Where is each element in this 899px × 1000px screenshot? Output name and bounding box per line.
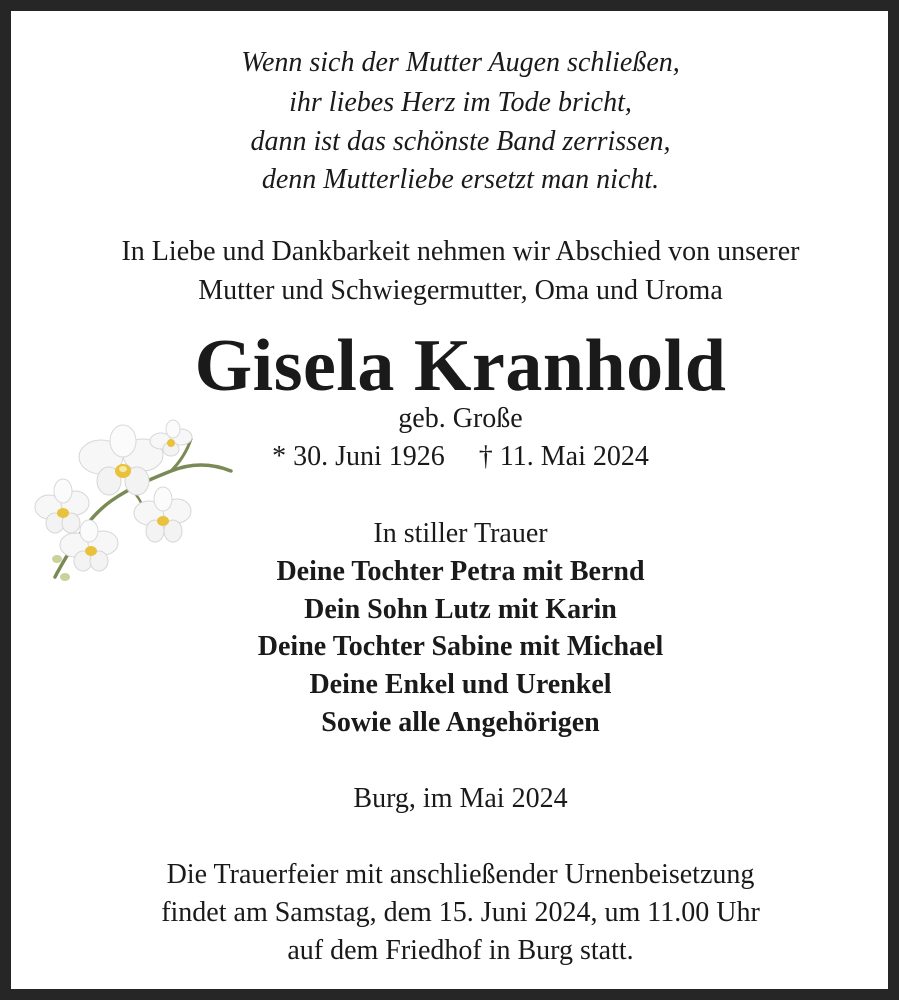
funeral-line-2: findet am Samstag, dem 15. Juni 2024, um 11.00 Uhr (161, 897, 760, 928)
verse-line-3: dann ist das schönste Band zerrissen, (250, 126, 671, 157)
mourners-heading: In stiller Trauer (373, 518, 548, 549)
verse-line-1: Wenn sich der Mutter Augen schließen, (241, 47, 680, 78)
place-date: Burg, im Mai 2024 (353, 783, 568, 814)
funeral-line-1: Die Trauerfeier mit anschließender Urnenbeisetzung (166, 859, 755, 890)
mourner-1: Deine Tochter Petra mit Bernd (276, 556, 645, 587)
birth-date: * 30. Juni 1926 (272, 441, 445, 472)
verse-line-4: denn Mutterliebe ersetzt man nicht. (261, 164, 660, 195)
death-date: † 11. Mai 2024 (478, 441, 649, 472)
verse-line-2: ihr liebes Herz im Tode bricht, (289, 87, 632, 118)
mourner-5: Sowie alle Angehörigen (321, 707, 600, 738)
mourner-2: Dein Sohn Lutz mit Karin (304, 594, 617, 625)
funeral-line-3: auf dem Friedhof in Burg statt. (287, 935, 634, 966)
intro-line-2: Mutter und Schwiegermutter, Oma und Uroma (198, 275, 723, 306)
maiden-name: geb. Große (398, 403, 523, 434)
mourner-4: Deine Enkel und Urenkel (309, 669, 612, 700)
intro-line-1: In Liebe und Dankbarkeit nehmen wir Abschied von unserer (121, 236, 800, 267)
mourner-3: Deine Tochter Sabine mit Michael (257, 631, 664, 662)
deceased-name: Gisela Kranhold (194, 325, 727, 407)
